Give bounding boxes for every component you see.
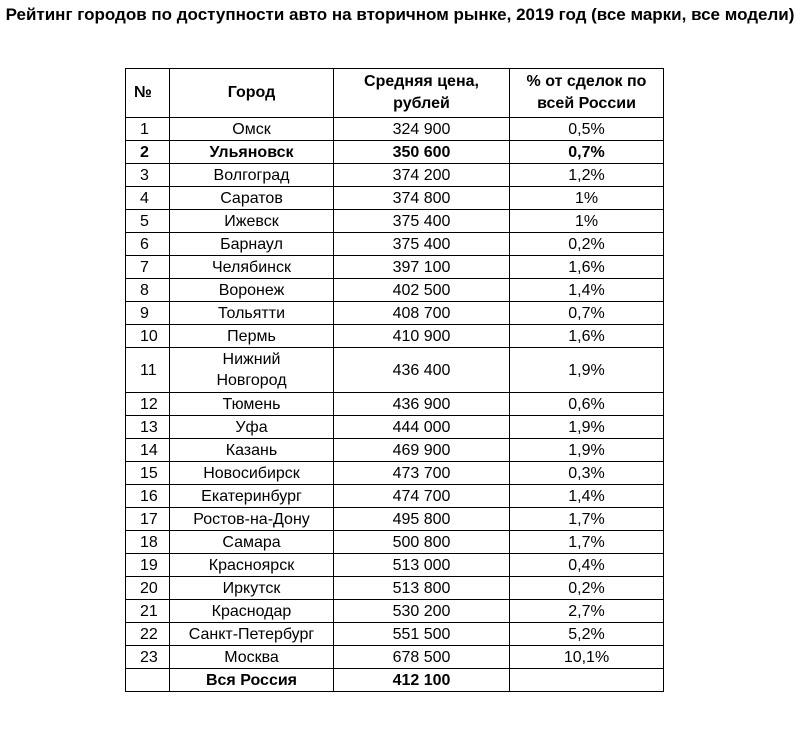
table-row xyxy=(126,508,664,531)
row-num: 6 xyxy=(126,233,170,256)
header-share-line2: всей России xyxy=(537,95,636,112)
row-num: 17 xyxy=(126,508,170,531)
row-city: Иркутск xyxy=(170,577,334,600)
header-city: Город xyxy=(170,69,334,118)
row-price: 402 500 xyxy=(334,279,510,302)
table-row xyxy=(126,187,664,210)
row-price: 375 400 xyxy=(334,233,510,256)
row-price: 436 900 xyxy=(334,393,510,416)
row-share: 0,7% xyxy=(510,141,664,164)
table-row xyxy=(126,646,664,669)
row-num: 12 xyxy=(126,393,170,416)
table-row xyxy=(126,623,664,646)
row-price: 495 800 xyxy=(334,508,510,531)
header-share xyxy=(510,69,664,118)
row-num: 8 xyxy=(126,279,170,302)
table-row xyxy=(126,462,664,485)
table-row xyxy=(126,600,664,623)
table-row xyxy=(126,439,664,462)
row-city: Ростов-на-Дону xyxy=(170,508,334,531)
row-num: 23 xyxy=(126,646,170,669)
row-city: Волгоград xyxy=(170,164,334,187)
row-price: 513 800 xyxy=(334,577,510,600)
table-row xyxy=(126,302,664,325)
row-share: 0,2% xyxy=(510,233,664,256)
table-row xyxy=(126,256,664,279)
row-num: 11 xyxy=(126,348,170,393)
row-share: 1,7% xyxy=(510,531,664,554)
row-price: 374 200 xyxy=(334,164,510,187)
row-num: 9 xyxy=(126,302,170,325)
table-row xyxy=(126,416,664,439)
row-price: 324 900 xyxy=(334,118,510,141)
row-price: 469 900 xyxy=(334,439,510,462)
row-price: 410 900 xyxy=(334,325,510,348)
header-num: № xyxy=(126,69,170,118)
row-price: 375 400 xyxy=(334,210,510,233)
row-price: 500 800 xyxy=(334,531,510,554)
row-share: 5,2% xyxy=(510,623,664,646)
total-price: 412 100 xyxy=(334,669,510,692)
row-share: 0,6% xyxy=(510,393,664,416)
table-row xyxy=(126,393,664,416)
table-header-row xyxy=(126,69,664,118)
row-city: Казань xyxy=(170,439,334,462)
table-row xyxy=(126,164,664,187)
header-price-line2: рублей xyxy=(393,95,450,112)
row-price: 473 700 xyxy=(334,462,510,485)
row-num: 13 xyxy=(126,416,170,439)
row-city: Тюмень xyxy=(170,393,334,416)
row-share: 1,4% xyxy=(510,485,664,508)
row-price: 474 700 xyxy=(334,485,510,508)
table-row xyxy=(126,531,664,554)
row-share: 1,6% xyxy=(510,256,664,279)
row-city: Челябинск xyxy=(170,256,334,279)
row-price: 350 600 xyxy=(334,141,510,164)
row-price: 436 400 xyxy=(334,348,510,393)
row-city: Омск xyxy=(170,118,334,141)
row-city-line2: Новгород xyxy=(216,372,287,389)
row-city: Барнаул xyxy=(170,233,334,256)
row-share: 1,4% xyxy=(510,279,664,302)
row-share: 1,2% xyxy=(510,164,664,187)
header-share-line1: % от сделок по xyxy=(526,73,647,90)
row-city: Самара xyxy=(170,531,334,554)
row-share: 0,3% xyxy=(510,462,664,485)
row-price: 530 200 xyxy=(334,600,510,623)
table-row xyxy=(126,348,664,393)
rating-table xyxy=(125,68,664,692)
row-num: 5 xyxy=(126,210,170,233)
row-share: 2,7% xyxy=(510,600,664,623)
row-share: 1,6% xyxy=(510,325,664,348)
row-city: Пермь xyxy=(170,325,334,348)
row-share: 0,4% xyxy=(510,554,664,577)
row-city: Тольятти xyxy=(170,302,334,325)
table-row xyxy=(126,325,664,348)
row-num: 18 xyxy=(126,531,170,554)
table-row xyxy=(126,210,664,233)
row-share: 10,1% xyxy=(510,646,664,669)
row-city: Ульяновск xyxy=(170,141,334,164)
table-row xyxy=(126,233,664,256)
row-num: 16 xyxy=(126,485,170,508)
row-city: Уфа xyxy=(170,416,334,439)
row-price: 678 500 xyxy=(334,646,510,669)
row-num: 1 xyxy=(126,118,170,141)
row-city: Екатеринбург xyxy=(170,485,334,508)
row-city: Воронеж xyxy=(170,279,334,302)
row-price: 374 800 xyxy=(334,187,510,210)
table-total-row xyxy=(126,669,664,692)
row-share: 1% xyxy=(510,187,664,210)
row-num: 19 xyxy=(126,554,170,577)
total-num xyxy=(126,669,170,692)
row-num: 4 xyxy=(126,187,170,210)
row-num: 20 xyxy=(126,577,170,600)
row-share: 0,2% xyxy=(510,577,664,600)
row-price: 551 500 xyxy=(334,623,510,646)
row-city xyxy=(170,348,334,393)
row-share: 1,9% xyxy=(510,416,664,439)
row-price: 444 000 xyxy=(334,416,510,439)
row-num: 2 xyxy=(126,141,170,164)
row-num: 10 xyxy=(126,325,170,348)
row-share: 1,7% xyxy=(510,508,664,531)
row-share: 0,5% xyxy=(510,118,664,141)
row-price: 397 100 xyxy=(334,256,510,279)
row-share: 1,9% xyxy=(510,348,664,393)
table-row xyxy=(126,118,664,141)
row-price: 408 700 xyxy=(334,302,510,325)
row-num: 22 xyxy=(126,623,170,646)
table-row-highlighted xyxy=(126,141,664,164)
row-num: 3 xyxy=(126,164,170,187)
row-num: 7 xyxy=(126,256,170,279)
row-city: Саратов xyxy=(170,187,334,210)
row-city: Новосибирск xyxy=(170,462,334,485)
table-row xyxy=(126,554,664,577)
header-price-line1: Средняя цена, xyxy=(364,73,479,90)
row-city: Санкт-Петербург xyxy=(170,623,334,646)
total-city: Вся Россия xyxy=(170,669,334,692)
row-num: 21 xyxy=(126,600,170,623)
total-share xyxy=(510,669,664,692)
table-row xyxy=(126,485,664,508)
row-share: 1% xyxy=(510,210,664,233)
row-city-line1: Нижний xyxy=(222,351,281,368)
page-title: Рейтинг городов по доступности авто на вторичном рынке, 2019 год (все марки, все модели) xyxy=(5,5,795,24)
row-num: 14 xyxy=(126,439,170,462)
row-price: 513 000 xyxy=(334,554,510,577)
table-row xyxy=(126,279,664,302)
header-price xyxy=(334,69,510,118)
table-row xyxy=(126,577,664,600)
row-city: Ижевск xyxy=(170,210,334,233)
row-city: Краснодар xyxy=(170,600,334,623)
row-share: 1,9% xyxy=(510,439,664,462)
row-city: Красноярск xyxy=(170,554,334,577)
row-city: Москва xyxy=(170,646,334,669)
row-num: 15 xyxy=(126,462,170,485)
row-share: 0,7% xyxy=(510,302,664,325)
